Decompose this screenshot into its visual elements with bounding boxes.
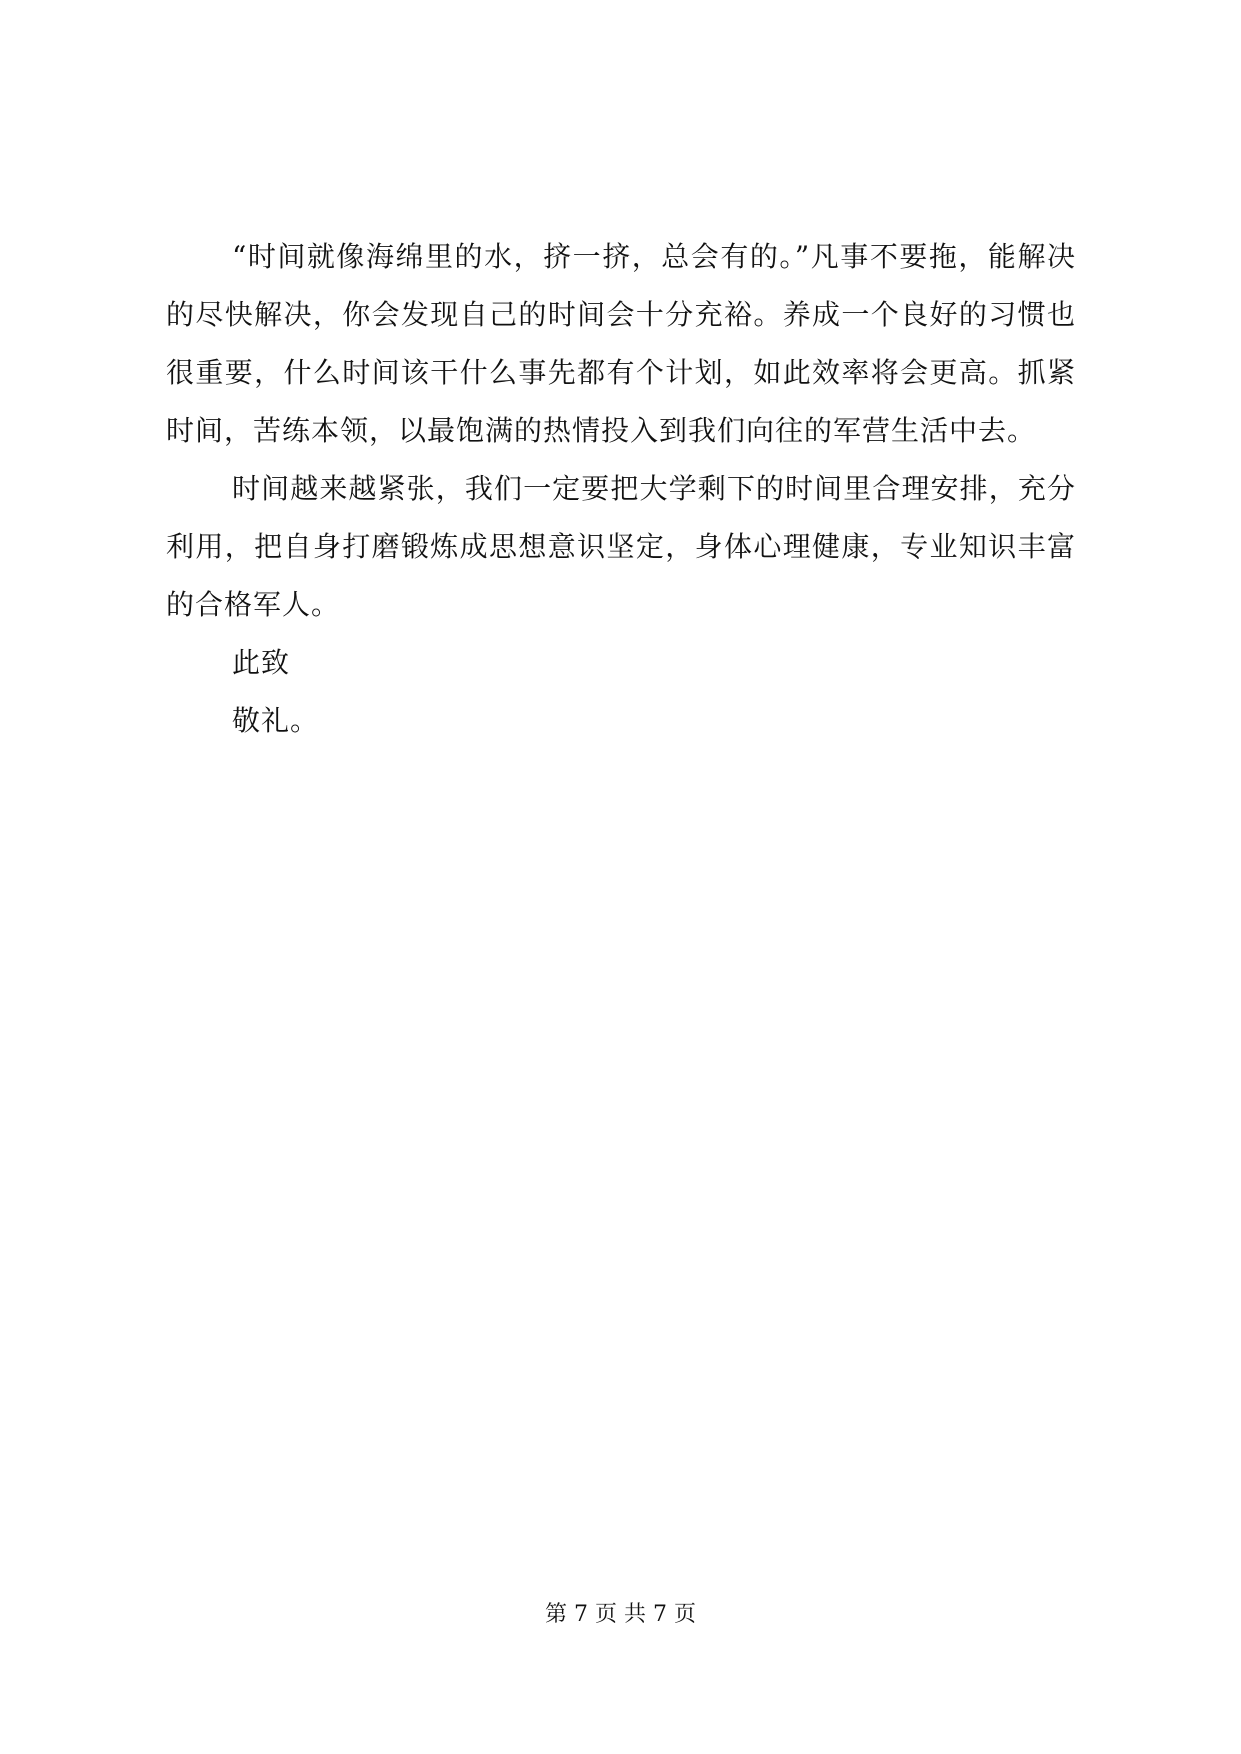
paragraph: “时间就像海绵里的水，挤一挤，总会有的。”凡事不要拖，能解决的尽快解决，你会发现自己的时间会十分充裕。养成一个良好的习惯也很重要，什么时间该干什么事先都有个计划，如此效率将会更高。抓紧时间，苦练本领，以最饱满的热情投入到我们向往的军营生活中去。 [166, 240, 1076, 447]
page-number: 第 7 页 共 7 页 [545, 1602, 696, 1627]
paragraph: 时间越来越紧张，我们一定要把大学剩下的时间里合理安排，充分利用，把自身打磨锻炼成思想意识坚定，身体心理健康，专业知识丰富的合格军人。 [166, 472, 1076, 621]
closing-regards: 敬礼。 [232, 704, 320, 737]
document-body [166, 228, 1076, 750]
closing-salutation: 此致 [232, 646, 291, 679]
page-footer [0, 1600, 1241, 1630]
